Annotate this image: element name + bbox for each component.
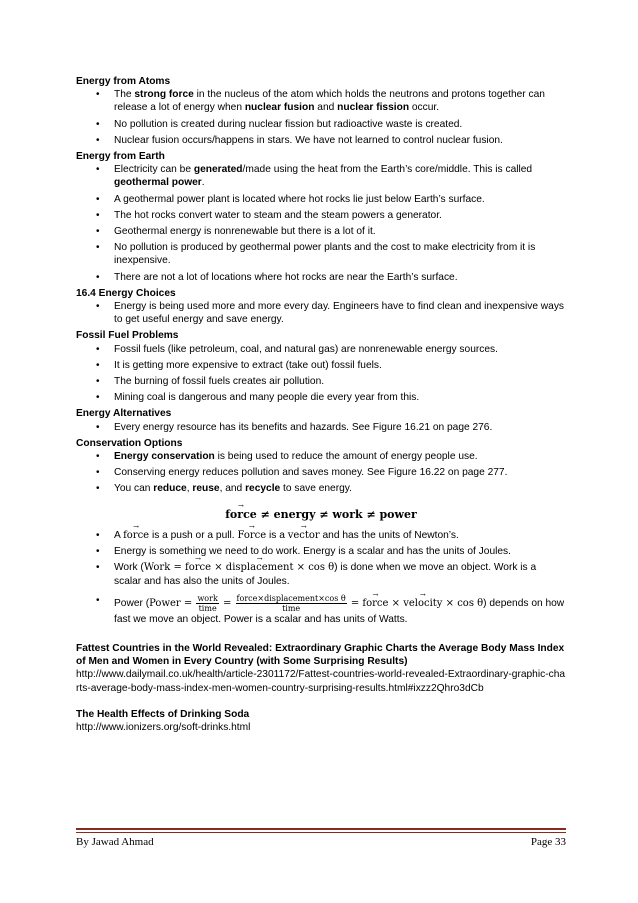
fraction-denominator: time [198, 603, 217, 613]
list-item: • Nuclear fusion occurs/happens in stars. We have not learned to control nuclear fusion. [76, 134, 566, 147]
bold-text: Energy conservation [114, 451, 215, 463]
list-item [76, 88, 566, 114]
list-item: • Conserving energy reduces pollution and saves money. See Figure 16.22 on page 277. [76, 466, 566, 479]
vector-symbol: → vector [288, 529, 320, 542]
choices-list [76, 300, 566, 326]
list-item: • Fossil fuels (like petroleum, coal, and natural gas) are nonrenewable energy sources. [76, 343, 566, 356]
text: and has the units of Newton’s. [319, 529, 459, 541]
list-item [76, 163, 566, 189]
fossil-list [76, 343, 566, 405]
reference-link-dailymail[interactable]: http://www.dailymail.co.uk/health/article-2301172/Fattest-countries-world-revealed-Extraordinary-graphic-charts-average-body-mass-index-men-women-country-surprising-results.html#ixzz2Qhro3dCb [76, 669, 566, 694]
list-item: • A geothermal power plant is located where hot rocks lie just below Earth’s surface. [76, 193, 566, 206]
text: is a push or a pull. [149, 529, 238, 541]
fraction-numerator: work [197, 593, 218, 603]
fraction-numerator: force×displacement×cos θ [236, 593, 346, 603]
math-text: = [219, 597, 235, 609]
vector-symbol: → displacement [226, 561, 294, 574]
vector-symbol: → force [185, 561, 211, 574]
list-item: • Energy is being used more and more every day. Engineers have to find clean and inexpensive ways to get useful energy and save energy. [76, 300, 566, 326]
text: The [114, 89, 135, 101]
text: and [314, 102, 338, 114]
vector-symbol: → force [362, 597, 388, 610]
text: occur. [409, 102, 440, 114]
list-item [76, 594, 566, 626]
text: , [186, 483, 193, 495]
heading-energy-from-atoms: Energy from Atoms [76, 76, 171, 87]
text: ) is done when we move an object. Work is a scalar and has also the units of Joules. [114, 562, 537, 587]
list-item: • Mining coal is dangerous and many people die every year from this. [76, 391, 566, 404]
text: Electricity can be [114, 164, 194, 176]
math-text: Power = [149, 597, 196, 609]
physics-list [76, 529, 566, 626]
text: You can [114, 483, 154, 495]
footer-rule-thin [76, 832, 566, 833]
conservation-list [76, 450, 566, 496]
alternatives-list [76, 421, 566, 434]
list-item [76, 561, 566, 587]
heading-fossil-fuel-problems: Fossil Fuel Problems [76, 330, 179, 342]
reference-title-soda: The Health Effects of Drinking Soda [76, 708, 250, 720]
list-item: • The burning of fossil fuels creates air pollution. [76, 375, 566, 388]
math-text: Work = [143, 562, 186, 574]
heading-energy-from-earth: Energy from Earth [76, 151, 165, 163]
math-text: × cos θ [293, 562, 335, 574]
text: to save energy. [280, 483, 352, 495]
equation-force-energy-work-power [76, 508, 566, 521]
reference-title-fattest-countries: Fattest Countries in the World Revealed: Extraordinary Graphic Charts the Average Body Mass Index of Men and Women in Every Country (with Some Surprising Results) [76, 642, 565, 668]
atoms-list [76, 88, 566, 147]
text: A [114, 529, 124, 541]
heading-conservation-options: Conservation Options [76, 437, 183, 449]
vector-symbol: → Force [237, 529, 266, 542]
heading-energy-choices: 16.4 Energy Choices [76, 287, 176, 299]
fraction-denominator: time [282, 603, 301, 613]
spacer [76, 695, 566, 708]
text: is a [266, 529, 288, 541]
list-item [76, 482, 566, 495]
math-text: × [211, 562, 226, 574]
list-item: • Energy is something we need to do work. Energy is a scalar and has the units of Joules. [76, 545, 566, 558]
text: in the nucleus of the atom which holds the neutrons and protons together can release a lot of energy when [114, 89, 545, 114]
text: ) depends on how fast we move an object. Power is a scalar and has units of Watts. [114, 597, 565, 625]
vector-symbol: → force [123, 529, 149, 542]
text: Work ( [114, 562, 144, 574]
spacer [76, 629, 566, 642]
vector-symbol: → force [225, 508, 257, 521]
bold-text: recycle [245, 483, 281, 495]
math-text: × [388, 597, 404, 609]
bold-text: generated [193, 164, 243, 176]
list-item: • The hot rocks convert water to steam and the steam powers a generator. [76, 209, 566, 222]
bold-text: reuse [192, 483, 220, 495]
bold-text: nuclear fission [337, 102, 410, 114]
page-content [76, 75, 566, 734]
math-text: = [347, 597, 363, 609]
bold-text: geothermal power [114, 177, 202, 189]
text: Power ( [114, 597, 150, 609]
earth-list [76, 163, 566, 284]
heading-energy-alternatives: Energy Alternatives [76, 408, 172, 420]
list-item: • No pollution is created during nuclear fission but radioactive waste is created. [76, 118, 566, 131]
equation-text: ≠ energy ≠ work ≠ power [256, 507, 417, 521]
list-item [76, 450, 566, 463]
fraction [196, 594, 218, 613]
list-item: • There are not a lot of locations where hot rocks are near the Earth’s surface. [76, 271, 566, 284]
list-item: • Geothermal energy is nonrenewable but there is a lot of it. [76, 225, 566, 238]
list-item: • Every energy resource has its benefits and hazards. See Figure 16.21 on page 276. [76, 421, 566, 434]
text: . [201, 177, 205, 189]
footer-rule-thick [76, 828, 566, 830]
text: is being used to reduce the amount of energy people use. [214, 451, 478, 463]
reference-link-ionizers[interactable]: http://www.ionizers.org/soft-drinks.html [76, 721, 251, 733]
bold-text: reduce [153, 483, 187, 495]
fraction [236, 594, 347, 613]
footer-author: By Jawad Ahmad [76, 836, 154, 848]
list-item: • It is getting more expensive to extract (take out) fossil fuels. [76, 359, 566, 372]
text: /made using the heat from the Earth’s core/middle. This is called [242, 164, 533, 176]
list-item [76, 529, 566, 542]
bold-text: nuclear fusion [244, 102, 315, 114]
footer-page-number: Page 33 [530, 836, 566, 848]
text: , and [219, 483, 246, 495]
list-item: • No pollution is produced by geothermal power plants and the cost to make electricity from it is inexpensive. [76, 241, 566, 267]
bold-text: strong force [134, 89, 194, 101]
math-text: × cos θ [442, 597, 484, 609]
vector-symbol: → velocity [403, 597, 442, 610]
